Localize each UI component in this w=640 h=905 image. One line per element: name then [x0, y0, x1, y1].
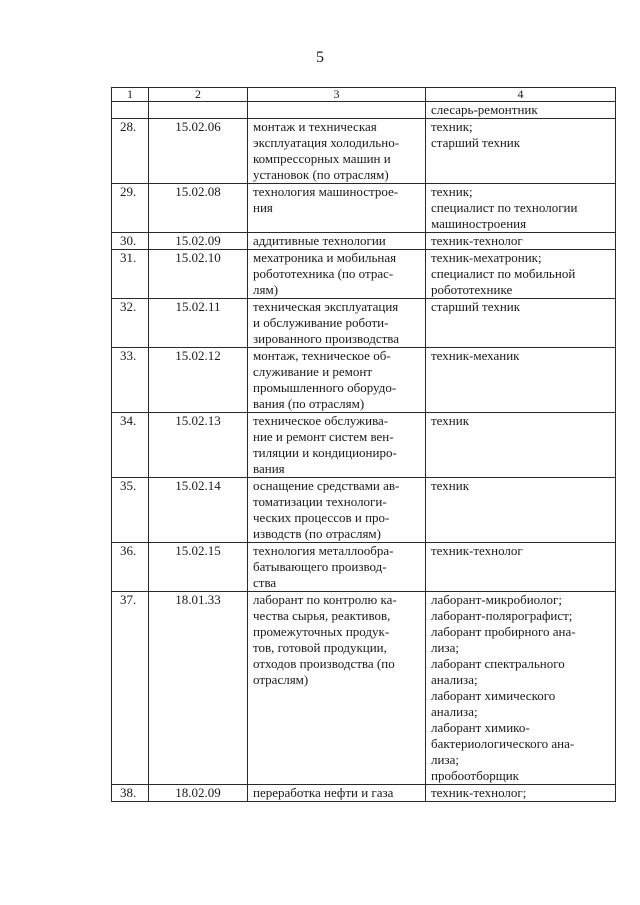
specialty-name-line: отраслям) [253, 672, 309, 687]
qualification-line: лиза; [431, 640, 459, 655]
qualification-line: техник; [431, 119, 473, 134]
table-row [112, 543, 616, 592]
specialty-name-line: технология машинострое- [253, 184, 399, 199]
table-row [112, 478, 616, 543]
qualification-line: лаборант химического [431, 688, 556, 703]
qualification-line: пробоотборщик [431, 768, 519, 783]
specialty-name-cell [248, 478, 426, 543]
specialty-name-line: ства [253, 575, 277, 590]
specialty-name-line: батывающего производ- [253, 559, 387, 574]
qualification-cell [426, 348, 616, 413]
specialty-name-line: ния [253, 200, 273, 215]
qualification-line: лаборант-полярографист; [431, 608, 573, 623]
specialty-name-cell [248, 785, 426, 802]
qualification-line: слесарь-ремонтник [431, 102, 538, 117]
specialty-code-cell: 15.02.06 [149, 119, 248, 184]
specialty-name-line: аддитивные технологии [253, 233, 386, 248]
specialty-code-cell [149, 102, 248, 119]
specialty-name-cell [248, 184, 426, 233]
specialty-name-line: переработка нефти и газа [253, 785, 394, 800]
qualification-cell [426, 785, 616, 802]
table-row [112, 119, 616, 184]
specialty-name-line: компрессорных машин и [253, 151, 391, 166]
table-row [112, 184, 616, 233]
specialty-name-line: и обслуживание роботи- [253, 315, 389, 330]
qualification-line: лаборант пробирного ана- [431, 624, 576, 639]
qualification-line: техник-технолог [431, 543, 523, 558]
specialty-name-cell [248, 299, 426, 348]
qualification-line: лиза; [431, 752, 459, 767]
specialty-name-line: изводств (по отраслям) [253, 526, 381, 541]
qualification-line: техник [431, 478, 470, 493]
qualification-cell [426, 478, 616, 543]
qualification-line: техник; [431, 184, 473, 199]
specialties-table [111, 87, 616, 802]
specialty-name-cell [248, 102, 426, 119]
specialty-code-cell: 15.02.15 [149, 543, 248, 592]
table-row [112, 299, 616, 348]
specialty-name-line: промышленного оборудо- [253, 380, 397, 395]
qualification-cell [426, 299, 616, 348]
qualification-line: анализа; [431, 704, 478, 719]
continuation-row [112, 102, 616, 119]
qualification-cell [426, 592, 616, 785]
specialty-code-cell: 18.02.09 [149, 785, 248, 802]
specialty-name-line: промежуточных продук- [253, 624, 390, 639]
qualification-line: робототехнике [431, 282, 513, 297]
specialty-name-cell [248, 543, 426, 592]
qualification-line: техник-технолог [431, 233, 523, 248]
qualification-cell [426, 102, 616, 119]
row-number-cell: 28. [112, 119, 149, 184]
specialty-name-cell [248, 413, 426, 478]
specialty-name-line: эксплуатация холодильно- [253, 135, 400, 150]
specialty-code-cell: 15.02.14 [149, 478, 248, 543]
row-number-cell: 30. [112, 233, 149, 250]
specialty-name-line: монтаж и техническая [253, 119, 377, 134]
specialty-name-cell [248, 592, 426, 785]
specialty-code-cell: 15.02.08 [149, 184, 248, 233]
row-number-cell: 34. [112, 413, 149, 478]
table-row [112, 413, 616, 478]
specialty-name-line: служивание и ремонт [253, 364, 373, 379]
specialty-code-cell: 18.01.33 [149, 592, 248, 785]
column-header-1: 1 [112, 88, 149, 102]
qualification-line: бактериологического ана- [431, 736, 575, 751]
table-row [112, 785, 616, 802]
row-number-cell: 38. [112, 785, 149, 802]
specialty-name-line: лаборант по контролю ка- [253, 592, 397, 607]
column-header-row [112, 88, 616, 102]
qualification-line: анализа; [431, 672, 478, 687]
specialty-name-line: томатизации технологи- [253, 494, 387, 509]
column-header-4: 4 [426, 88, 616, 102]
specialty-name-line: техническая эксплуатация [253, 299, 399, 314]
qualification-cell [426, 413, 616, 478]
qualification-line: техник-механик [431, 348, 520, 363]
specialty-name-line: мехатроника и мобильная [253, 250, 397, 265]
column-header-3: 3 [248, 88, 426, 102]
qualification-line: лаборант-микробиолог; [431, 592, 562, 607]
row-number-cell [112, 102, 149, 119]
column-header-2: 2 [149, 88, 248, 102]
specialty-name-line: ческих процессов и про- [253, 510, 390, 525]
specialty-code-cell: 15.02.13 [149, 413, 248, 478]
specialty-name-cell [248, 348, 426, 413]
qualification-cell [426, 184, 616, 233]
qualification-cell [426, 250, 616, 299]
specialty-name-line: чества сырья, реактивов, [253, 608, 391, 623]
row-number-cell: 33. [112, 348, 149, 413]
row-number-cell: 29. [112, 184, 149, 233]
specialty-name-line: технология металлообра- [253, 543, 394, 558]
qualification-cell [426, 543, 616, 592]
qualification-line: специалист по мобильной [431, 266, 576, 281]
specialty-code-cell: 15.02.09 [149, 233, 248, 250]
specialty-name-line: лям) [253, 282, 279, 297]
row-number-cell: 31. [112, 250, 149, 299]
specialty-name-line: тиляции и кондициониро- [253, 445, 397, 460]
qualification-cell [426, 233, 616, 250]
table-row [112, 348, 616, 413]
qualification-line: лаборант химико- [431, 720, 530, 735]
specialty-code-cell: 15.02.10 [149, 250, 248, 299]
specialty-name-cell [248, 233, 426, 250]
specialty-name-line: ние и ремонт систем вен- [253, 429, 394, 444]
specialty-name-cell [248, 250, 426, 299]
qualification-line: специалист по технологии [431, 200, 578, 215]
qualification-line: техник-технолог; [431, 785, 527, 800]
qualification-cell [426, 119, 616, 184]
row-number-cell: 32. [112, 299, 149, 348]
table-row [112, 592, 616, 785]
specialty-code-cell: 15.02.12 [149, 348, 248, 413]
table-row [112, 250, 616, 299]
row-number-cell: 35. [112, 478, 149, 543]
table-row [112, 233, 616, 250]
specialty-name-line: установок (по отраслям) [253, 167, 389, 182]
page-number: 5 [316, 49, 324, 66]
specialty-name-line: вания [253, 461, 285, 476]
table-body [112, 88, 616, 802]
row-number-cell: 36. [112, 543, 149, 592]
qualification-line: машиностроения [431, 216, 527, 231]
specialty-name-line: техническое обслужива- [253, 413, 389, 428]
specialty-name-line: вания (по отраслям) [253, 396, 365, 411]
qualification-line: техник-мехатроник; [431, 250, 542, 265]
specialty-name-line: тов, готовой продукции, [253, 640, 387, 655]
specialty-name-line: монтаж, техническое об- [253, 348, 391, 363]
specialty-name-line: робототехника (по отрас- [253, 266, 394, 281]
qualification-line: техник [431, 413, 470, 428]
qualification-line: старший техник [431, 135, 521, 150]
specialty-name-line: оснащение средствами ав- [253, 478, 400, 493]
qualification-line: лаборант спектрального [431, 656, 565, 671]
specialty-name-cell [248, 119, 426, 184]
qualification-line: старший техник [431, 299, 521, 314]
row-number-cell: 37. [112, 592, 149, 785]
specialty-code-cell: 15.02.11 [149, 299, 248, 348]
specialty-name-line: отходов производства (по [253, 656, 395, 671]
specialty-name-line: зированного производства [253, 331, 400, 346]
